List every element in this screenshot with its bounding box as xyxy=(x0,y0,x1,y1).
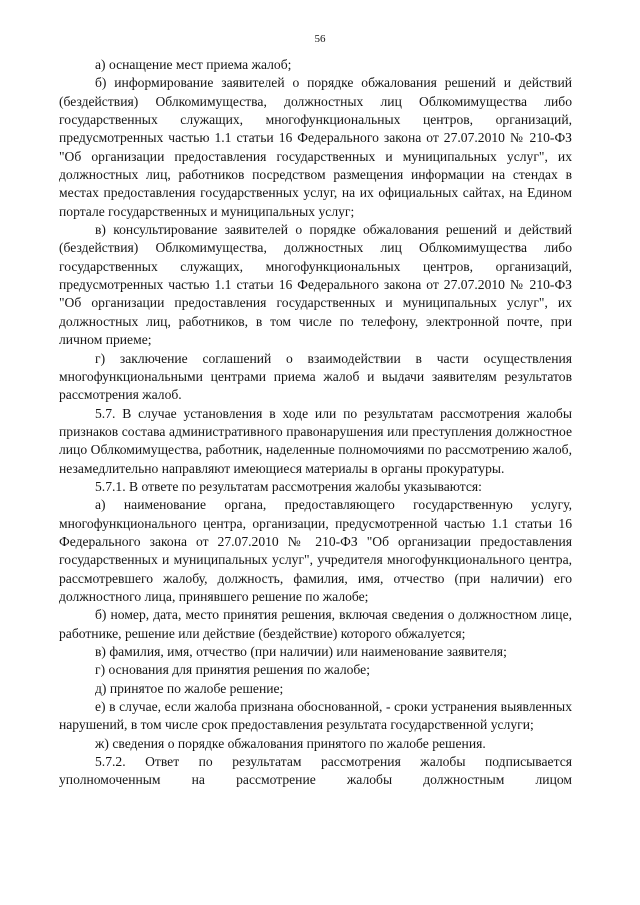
paragraph-item-d: д) принятое по жалобе решение; xyxy=(95,680,284,696)
paragraph-item-v: в) фамилия, имя, отчество (при наличии) или наименование заявителя; xyxy=(95,644,507,659)
paragraph-item-g: г) основания для принятия решения по жалобе; xyxy=(95,662,370,678)
paragraph-item-e: е) в случае, если жалоба признана обоснованной, - сроки устранения выявленных нарушений, в том числе срок предоставления результата государственной услуги; xyxy=(59,699,572,733)
paragraph-item-b: б) номер, дата, место принятия решения, включая сведения о должностном лице, работнике, решение или действие (бездействие) которого обжалуется; xyxy=(59,607,572,641)
paragraph-agreements: г) заключение соглашений о взаимодействии в части осуществления многофункциональными центрами приема жалоб и выдачи заявителям результатов рассмотрения жалоб. xyxy=(59,350,572,403)
paragraph-5-7: 5.7. В случае установления в ходе или по результатам рассмотрения жалобы признаков состава административного правонарушения или преступления должностное лицо Облкомимущества, работник, наделенные полномочиями по рассмотрению жалоб, незамедлительно направляют имеющиеся материалы в органы прокуратуры. xyxy=(59,405,572,476)
paragraph-item-a: а) наименование органа, предоставляющего государственную услугу, многофункционального центра, организации, предусмотренной частью 1.1 статьи 16 Федерального закона от 27.07.2010 № 210-ФЗ "Об организации предоставления государственных и муниципальных услуг", учредителя многофункционального центра, рассмотревшего жалобу, должность, фамилия, имя, отчество (при наличии) его должностного лица, принявшего решение по жалобе; xyxy=(59,497,572,604)
page-number: 56 xyxy=(314,33,326,45)
document-body xyxy=(59,56,572,790)
paragraph-informing: б) информирование заявителей о порядке обжалования решений и действий (бездействия) Облкомимущества, должностных лиц Облкомимущества либо государственных служащих, многофункциональных центров, организаций, предусмотренных частью 1.1 статьи 16 Федерального закона от 27.07.2010 № 210-ФЗ "Об организации предоставления государственных и муниципальных услуг", их должностных лиц, работников посредством размещения информации на стендах в местах предоставления государственных услуг, на их официальных сайтах, на Едином портале государственных и муниципальных услуг; xyxy=(59,75,572,219)
paragraph-item-zh: ж) сведения о порядке обжалования принятого по жалобе решения. xyxy=(95,735,486,751)
paragraph-5-7-1: 5.7.1. В ответе по результатам рассмотрения жалобы указываются: xyxy=(95,478,482,494)
paragraph-5-7-2: 5.7.2. Ответ по результатам рассмотрения жалобы подписывается уполномоченным на рассмотрение жалобы должностным лицом xyxy=(59,754,572,788)
paragraph-equipment: а) оснащение мест приема жалоб; xyxy=(95,57,292,72)
paragraph-consulting: в) консультирование заявителей о порядке обжалования решений и действий (бездействия) Облкомимущества, должностных лиц Облкомимущества либо государственных служащих, многофункциональных центров, организаций, предусмотренных частью 1.1 статьи 16 Федерального закона от 27.07.2010 № 210-ФЗ "Об организации предоставления государственных и муниципальных услуг", их должностных лиц, работников, в том числе по телефону, электронной почте, при личном приеме; xyxy=(59,222,572,348)
